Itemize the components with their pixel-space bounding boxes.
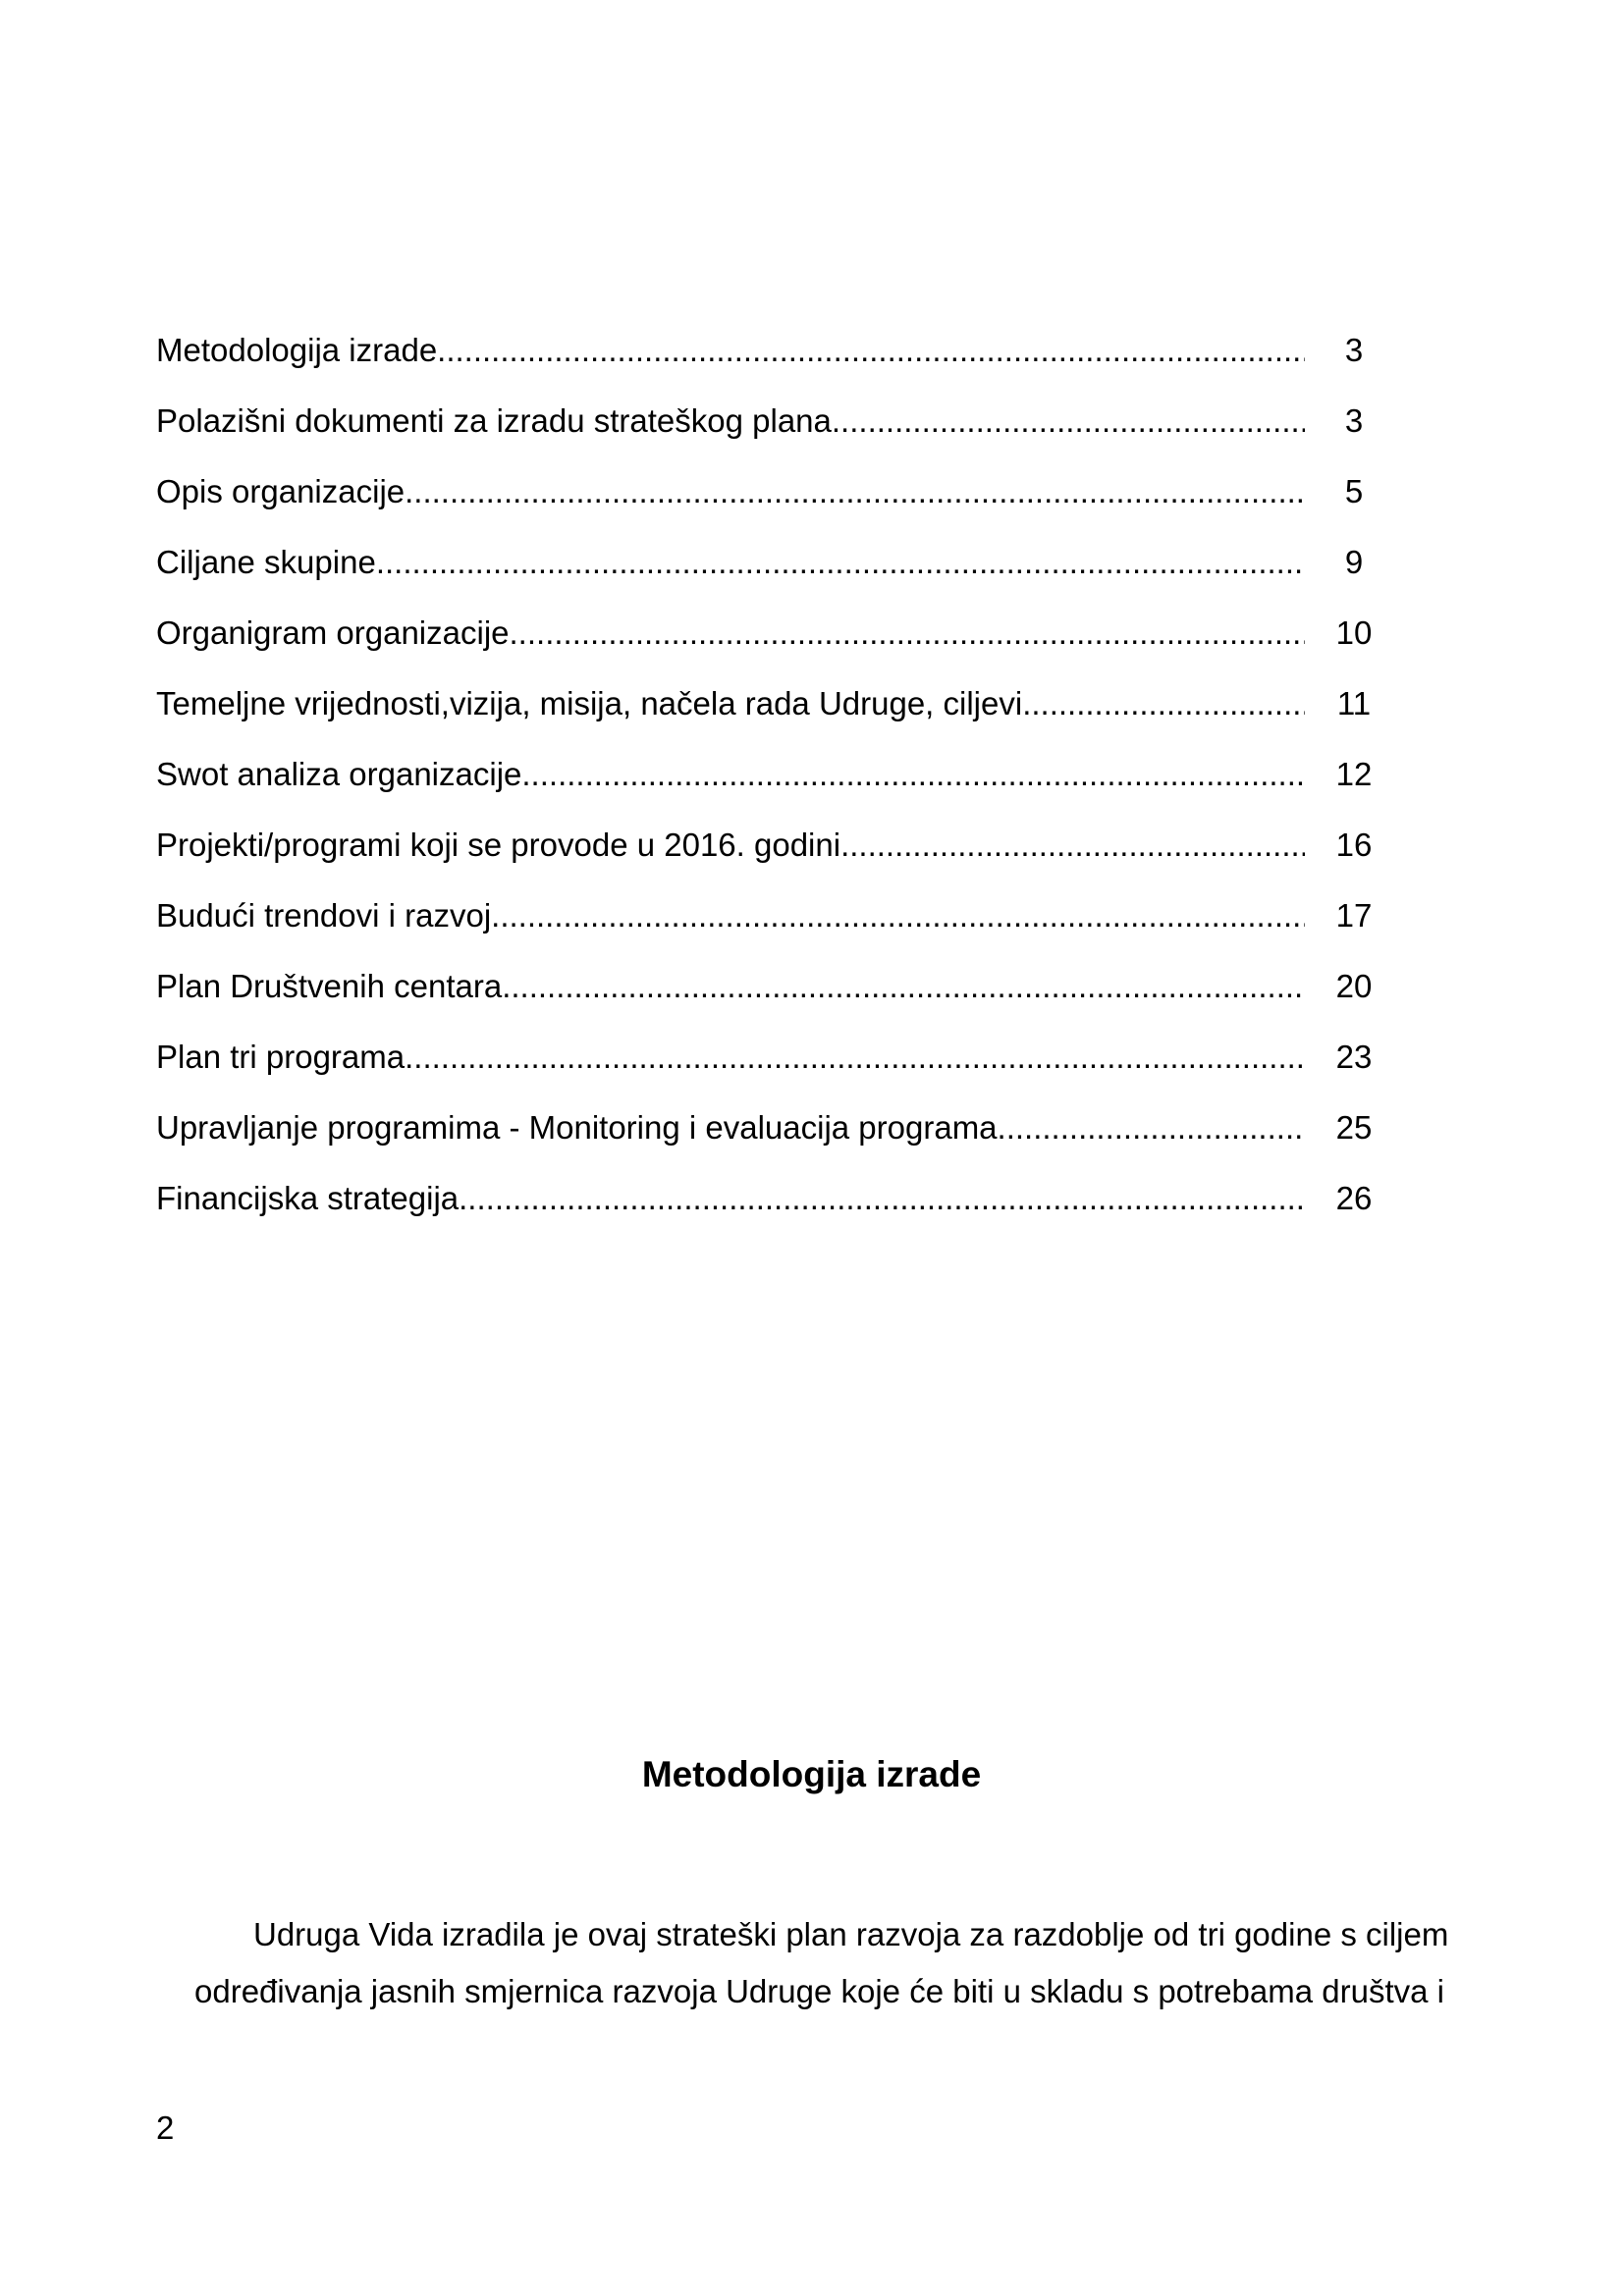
toc-item[interactable] — [156, 896, 1383, 967]
toc-item[interactable] — [156, 401, 1383, 472]
toc-item-title: Budući trendovi i razvoj ..... — [156, 896, 1305, 935]
toc-item-title: Plan Društvenih centara ..... — [156, 967, 1305, 1006]
toc-item-title: Metodologija izrade ..... — [156, 331, 1305, 370]
toc-item-page: 11 — [1336, 685, 1372, 721]
toc-item-page: 5 — [1344, 473, 1364, 509]
toc-item[interactable] — [156, 1108, 1383, 1179]
toc-item-title: Upravljanje programima - Monitoring i evaluacija programa ..... — [156, 1108, 1305, 1148]
toc-item-page: 9 — [1344, 544, 1364, 580]
toc-item-page: 3 — [1344, 332, 1364, 368]
toc-item-title: Organigram organizacije ..... — [156, 614, 1305, 653]
toc-item-page: 23 — [1335, 1039, 1373, 1075]
toc-item-title: Ciljane skupine ..... — [156, 543, 1305, 582]
toc-item[interactable] — [156, 1179, 1383, 1250]
page-number: 2 — [156, 2109, 175, 2146]
toc-item-page: 20 — [1335, 968, 1373, 1004]
table-of-contents — [156, 331, 1383, 1250]
toc-item-page: 25 — [1335, 1109, 1373, 1146]
body-line: određivanja jasnih smjernica razvoja Udruge koje će biti u skladu s potrebama društva i — [194, 1973, 1444, 2009]
toc-item[interactable] — [156, 1038, 1383, 1108]
toc-item-title: Projekti/programi koji se provode u 2016. godini ..... — [156, 826, 1305, 865]
toc-item[interactable] — [156, 331, 1383, 401]
toc-item-title: Swot analiza organizacije ..... — [156, 755, 1305, 794]
toc-item-page: 3 — [1344, 402, 1364, 439]
toc-item-title: Opis organizacije ..... — [156, 472, 1305, 511]
toc-item[interactable] — [156, 614, 1383, 684]
toc-item-title: Plan tri programa ..... — [156, 1038, 1305, 1077]
toc-item[interactable] — [156, 543, 1383, 614]
toc-item-title: Polazišni dokumenti za izradu strateškog plana ..... — [156, 401, 1305, 441]
toc-item-title: Financijska strategija ..... — [156, 1179, 1305, 1218]
toc-item-page: 12 — [1335, 756, 1373, 792]
toc-item[interactable] — [156, 755, 1383, 826]
section-body — [194, 1906, 1471, 2020]
body-line: Udruga Vida izradila je ovaj strateški plan razvoja za razdoblje od tri godine s ciljem — [253, 1916, 1449, 1952]
toc-item-page: 10 — [1335, 614, 1373, 651]
toc-item[interactable] — [156, 684, 1383, 755]
toc-item[interactable] — [156, 826, 1383, 896]
toc-item-page: 17 — [1335, 897, 1373, 934]
toc-item[interactable] — [156, 967, 1383, 1038]
toc-item-page: 26 — [1335, 1180, 1373, 1216]
toc-item[interactable] — [156, 472, 1383, 543]
section-heading: Metodologija izrade — [641, 1754, 982, 1794]
toc-item-title: Temeljne vrijednosti,vizija, misija, načela rada Udruge, ciljevi ..... — [156, 684, 1305, 723]
toc-item-page: 16 — [1335, 827, 1373, 863]
